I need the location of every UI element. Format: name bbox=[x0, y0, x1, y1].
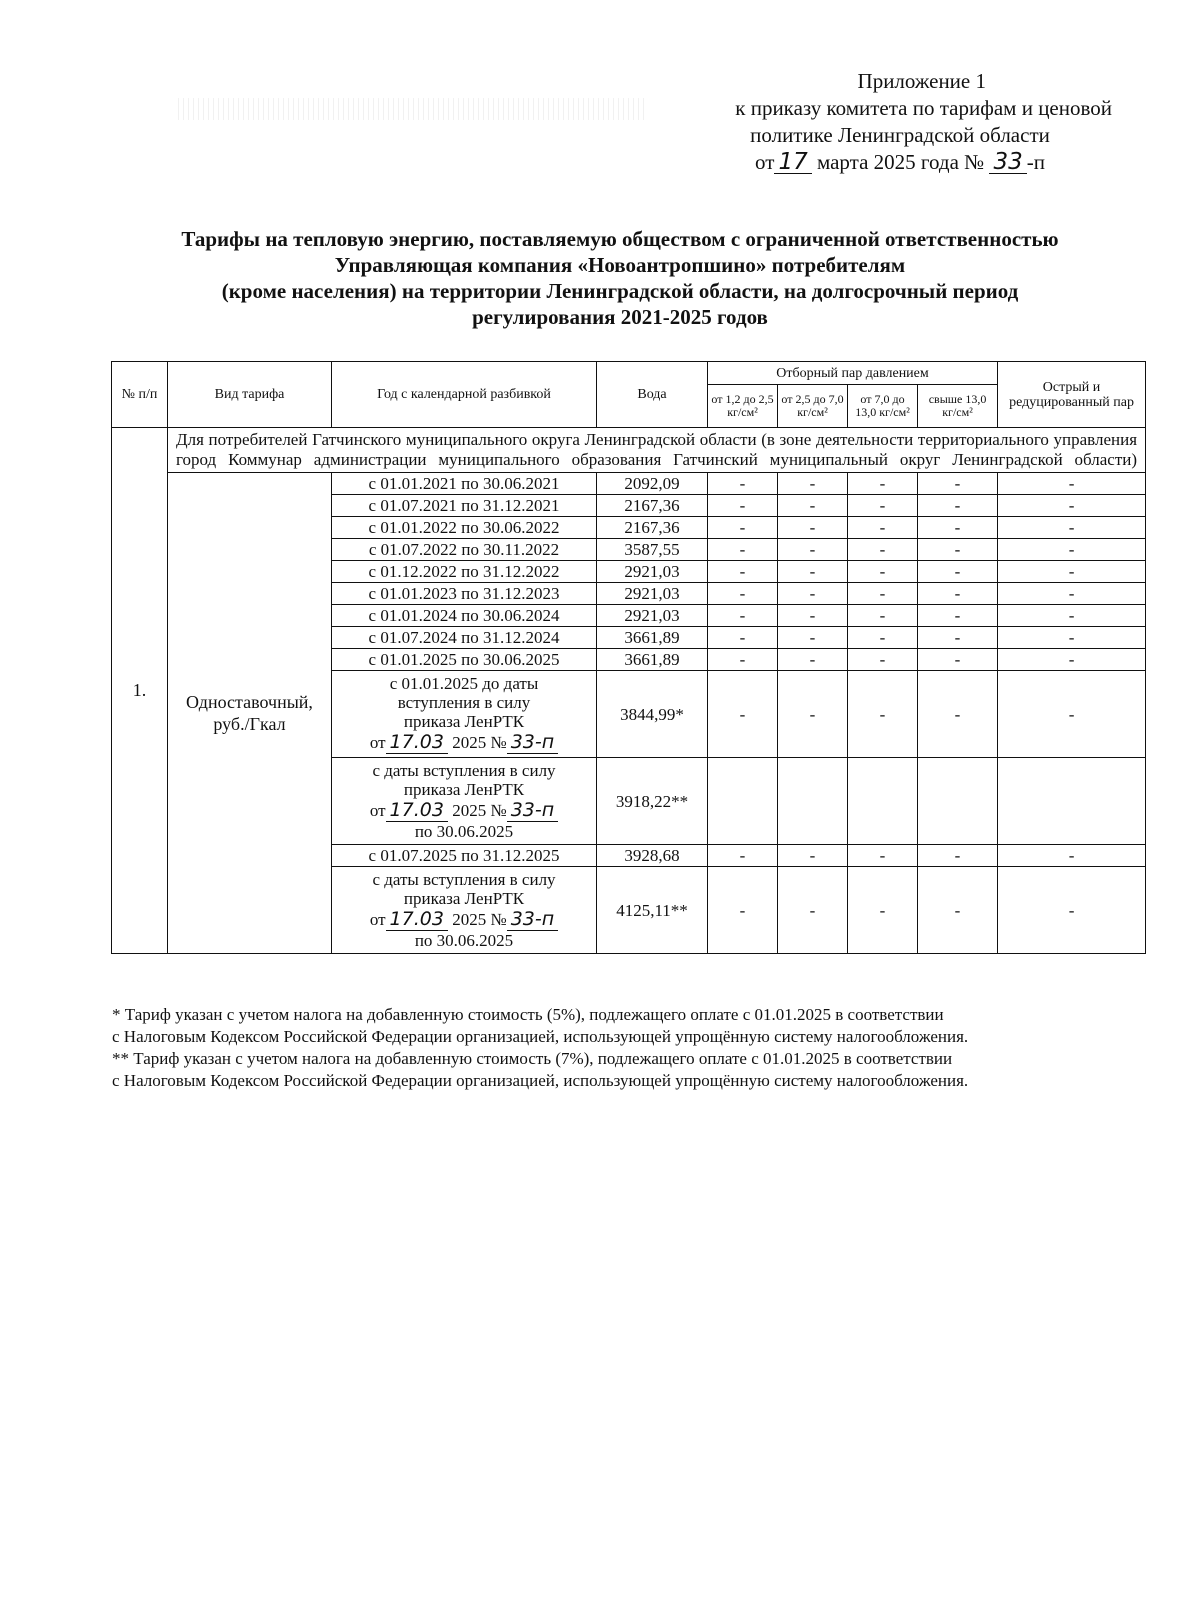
order-label: 2025 № bbox=[452, 801, 507, 820]
dash: - bbox=[778, 845, 848, 867]
dash: - bbox=[708, 867, 778, 954]
water-value: 2921,03 bbox=[597, 561, 708, 583]
appendix-header bbox=[660, 68, 1140, 176]
handwritten-date: 17.03 bbox=[386, 731, 448, 754]
period-multiline bbox=[332, 671, 597, 758]
empty-cell bbox=[708, 758, 778, 845]
water-value: 2921,03 bbox=[597, 605, 708, 627]
dash: - bbox=[998, 473, 1146, 495]
period-line: вступления в силу bbox=[397, 693, 531, 712]
dash: - bbox=[918, 649, 998, 671]
water-value: 3661,89 bbox=[597, 627, 708, 649]
water-value: 3661,89 bbox=[597, 649, 708, 671]
water-value: 2092,09 bbox=[597, 473, 708, 495]
appendix-line-3: политике Ленинградской области bbox=[750, 123, 1050, 147]
water-value: 4125,11** bbox=[597, 867, 708, 954]
dash: - bbox=[708, 583, 778, 605]
title-line-4: регулирования 2021-2025 годов bbox=[472, 305, 768, 329]
dash: - bbox=[998, 627, 1146, 649]
period: с 01.01.2022 по 30.06.2022 bbox=[332, 517, 597, 539]
appendix-date-line bbox=[660, 149, 1140, 176]
date-prefix: от bbox=[755, 150, 775, 174]
table-row bbox=[112, 473, 1146, 495]
period: с 01.01.2025 по 30.06.2025 bbox=[332, 649, 597, 671]
dash: - bbox=[778, 495, 848, 517]
handwritten-order-number: 33 bbox=[989, 151, 1026, 174]
period-multiline bbox=[332, 867, 597, 954]
water-value: 2167,36 bbox=[597, 517, 708, 539]
order-label: 2025 № bbox=[452, 733, 507, 752]
dash: - bbox=[708, 605, 778, 627]
dash: - bbox=[708, 561, 778, 583]
dash: - bbox=[708, 671, 778, 758]
dash: - bbox=[778, 627, 848, 649]
header-sharp-steam: Острый и редуцированный пар bbox=[998, 362, 1146, 428]
empty-cell bbox=[918, 758, 998, 845]
document-title bbox=[100, 226, 1140, 330]
dash: - bbox=[918, 845, 998, 867]
dash: - bbox=[848, 561, 918, 583]
dash: - bbox=[848, 867, 918, 954]
dash: - bbox=[998, 605, 1146, 627]
dash: - bbox=[918, 627, 998, 649]
period-line bbox=[338, 908, 590, 931]
period: с 01.01.2024 по 30.06.2024 bbox=[332, 605, 597, 627]
period: с 01.01.2021 по 30.06.2021 bbox=[332, 473, 597, 495]
dash: - bbox=[918, 605, 998, 627]
scan-noise bbox=[178, 98, 648, 120]
header-steam-2: от 2,5 до 7,0 кг/см² bbox=[778, 385, 848, 428]
dash: - bbox=[708, 649, 778, 671]
order-label: 2025 № bbox=[452, 910, 507, 929]
water-value: 3918,22** bbox=[597, 758, 708, 845]
footnote-2-line-2: с Налоговым Кодексом Российской Федерации организацией, использующей упрощённую систему налогообложения. bbox=[112, 1071, 969, 1090]
period-line: приказа ЛенРТК bbox=[403, 780, 525, 799]
date-prefix: от bbox=[369, 910, 386, 929]
dash: - bbox=[778, 867, 848, 954]
dash: - bbox=[708, 473, 778, 495]
empty-cell bbox=[778, 758, 848, 845]
tariff-type: Одноставочный, руб./Гкал bbox=[168, 473, 332, 954]
period-line bbox=[338, 799, 590, 822]
handwritten-order-number: 33-п bbox=[507, 799, 558, 822]
period-line: приказа ЛенРТК bbox=[403, 889, 525, 908]
dash: - bbox=[998, 517, 1146, 539]
period: с 01.01.2023 по 31.12.2023 bbox=[332, 583, 597, 605]
dash: - bbox=[998, 671, 1146, 758]
header-steam-1: от 1,2 до 2,5 кг/см² bbox=[708, 385, 778, 428]
empty-cell bbox=[848, 758, 918, 845]
dash: - bbox=[848, 539, 918, 561]
handwritten-order-number: 33-п bbox=[507, 731, 558, 754]
period: с 01.07.2025 по 31.12.2025 bbox=[332, 845, 597, 867]
tariff-table bbox=[111, 361, 1146, 954]
handwritten-date: 17.03 bbox=[386, 799, 448, 822]
dash: - bbox=[778, 583, 848, 605]
footnote-1-line-2: с Налоговым Кодексом Российской Федерации организацией, использующей упрощённую систему налогообложения. bbox=[112, 1027, 969, 1046]
dash: - bbox=[998, 845, 1146, 867]
title-line-2: Управляющая компания «Новоантропшино» потребителям bbox=[334, 253, 906, 277]
appendix-line-1: Приложение 1 bbox=[857, 69, 986, 93]
period-line: приказа ЛенРТК bbox=[403, 712, 525, 731]
header-year: Год с календарной разбивкой bbox=[332, 362, 597, 428]
date-prefix: от bbox=[369, 801, 386, 820]
dash: - bbox=[998, 867, 1146, 954]
handwritten-day: 17 bbox=[774, 151, 811, 174]
period: с 01.12.2022 по 31.12.2022 bbox=[332, 561, 597, 583]
header-steam-group: Отборный пар давлением bbox=[708, 362, 998, 385]
water-value: 3844,99* bbox=[597, 671, 708, 758]
period-line: по 30.06.2025 bbox=[414, 931, 514, 950]
period-line: с даты вступления в силу bbox=[372, 870, 556, 889]
dash: - bbox=[848, 605, 918, 627]
dash: - bbox=[778, 473, 848, 495]
dash: - bbox=[848, 627, 918, 649]
period: с 01.07.2022 по 30.11.2022 bbox=[332, 539, 597, 561]
handwritten-order-number: 33-п bbox=[507, 908, 558, 931]
dash: - bbox=[708, 845, 778, 867]
dash: - bbox=[778, 605, 848, 627]
dash: - bbox=[918, 539, 998, 561]
dash: - bbox=[708, 539, 778, 561]
dash: - bbox=[918, 583, 998, 605]
dash: - bbox=[918, 671, 998, 758]
dash: - bbox=[708, 627, 778, 649]
footnote-1-line-1: * Тариф указан с учетом налога на добавленную стоимость (5%), подлежащего оплате с 01.01.2025 в соответствии bbox=[112, 1005, 944, 1024]
dash: - bbox=[848, 845, 918, 867]
period: с 01.07.2021 по 31.12.2021 bbox=[332, 495, 597, 517]
dash: - bbox=[708, 495, 778, 517]
row-number: 1. bbox=[112, 428, 168, 954]
period-multiline bbox=[332, 758, 597, 845]
dash: - bbox=[848, 671, 918, 758]
water-value: 2921,03 bbox=[597, 583, 708, 605]
header-steam-3: от 7,0 до 13,0 кг/см² bbox=[848, 385, 918, 428]
dash: - bbox=[918, 495, 998, 517]
footnotes bbox=[112, 1004, 1142, 1092]
dash: - bbox=[708, 517, 778, 539]
dash: - bbox=[848, 473, 918, 495]
water-value: 2167,36 bbox=[597, 495, 708, 517]
period: с 01.07.2024 по 31.12.2024 bbox=[332, 627, 597, 649]
dash: - bbox=[778, 539, 848, 561]
dash: - bbox=[848, 495, 918, 517]
dash: - bbox=[998, 539, 1146, 561]
period-line: с даты вступления в силу bbox=[372, 761, 556, 780]
date-suffix: марта 2025 года № bbox=[816, 150, 985, 174]
water-value: 3928,68 bbox=[597, 845, 708, 867]
dash: - bbox=[998, 495, 1146, 517]
dash: - bbox=[918, 473, 998, 495]
water-value: 3587,55 bbox=[597, 539, 708, 561]
footnote-2-line-1: ** Тариф указан с учетом налога на добавленную стоимость (7%), подлежащего оплате с 01.01.2025 в соответствии bbox=[112, 1049, 953, 1068]
dash: - bbox=[778, 561, 848, 583]
period-line bbox=[338, 731, 590, 754]
header-num: № п/п bbox=[112, 362, 168, 428]
dash: - bbox=[998, 649, 1146, 671]
dash: - bbox=[848, 583, 918, 605]
date-prefix: от bbox=[369, 733, 386, 752]
dash: - bbox=[778, 671, 848, 758]
title-line-3: (кроме населения) на территории Ленинградской области, на долгосрочный период bbox=[221, 279, 1019, 303]
empty-cell bbox=[998, 758, 1146, 845]
period-line: по 30.06.2025 bbox=[414, 822, 514, 841]
dash: - bbox=[998, 583, 1146, 605]
header-tariff-type: Вид тарифа bbox=[168, 362, 332, 428]
appendix-line-2: к приказу комитета по тарифам и ценовой bbox=[735, 96, 1112, 120]
order-suffix: -п bbox=[1026, 150, 1045, 174]
dash: - bbox=[848, 517, 918, 539]
dash: - bbox=[778, 517, 848, 539]
consumer-group-description: Для потребителей Гатчинского муниципального округа Ленинградской области (в зоне деятельности территориального управления город Коммунар администрации муниципального образования Гатчинский муниципальный округ Ленинградской области) bbox=[168, 428, 1146, 473]
handwritten-date: 17.03 bbox=[386, 908, 448, 931]
period-line: с 01.01.2025 до даты bbox=[389, 674, 539, 693]
dash: - bbox=[918, 561, 998, 583]
dash: - bbox=[998, 561, 1146, 583]
dash: - bbox=[918, 867, 998, 954]
dash: - bbox=[848, 649, 918, 671]
header-water: Вода bbox=[597, 362, 708, 428]
dash: - bbox=[918, 517, 998, 539]
title-line-1: Тарифы на тепловую энергию, поставляемую обществом с ограниченной ответственностью bbox=[181, 227, 1059, 251]
dash: - bbox=[778, 649, 848, 671]
header-steam-4: свыше 13,0 кг/см² bbox=[918, 385, 998, 428]
